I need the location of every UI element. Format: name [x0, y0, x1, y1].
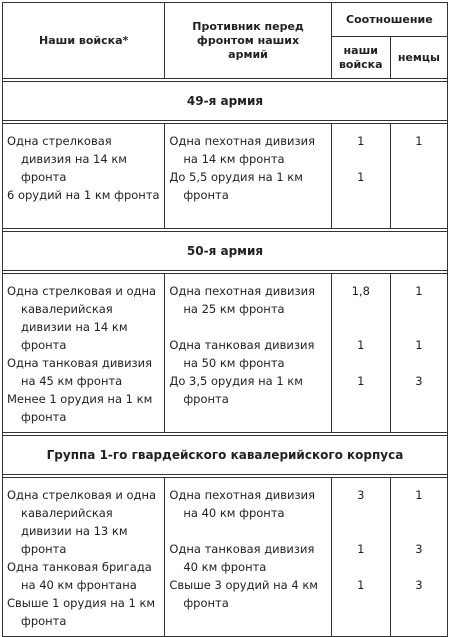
our-forces-entry: 6 орудий на 1 км фронта — [7, 188, 160, 202]
our-forces-entry: Одна стрелковая и одна кавалерийская дивизии на 14 км фронта — [7, 284, 157, 352]
ratio-ours-value: 3 — [357, 488, 365, 502]
our-forces-entry: Свыше 1 орудия на 1 км фронта — [7, 596, 156, 628]
enemy-entry: Свыше 3 орудий на 4 км фронта — [169, 578, 318, 610]
header-our-forces: Наши войска* — [3, 3, 165, 79]
enemy-entry: Одна пехотная дивизия на 14 км фронта — [169, 134, 316, 166]
ratio-ours-value: 1 — [357, 374, 365, 388]
enemy-entry: Одна пехотная дивизия на 25 км фронта — [169, 284, 316, 316]
our-forces-entry: Одна стрелковая и одна кавалерийская дивизии на 13 км фронта — [7, 488, 157, 556]
ratio-germans-value: 3 — [415, 542, 423, 556]
ratio-ours-value: 1 — [357, 170, 365, 184]
header-ratio-germans: немцы — [390, 37, 447, 79]
ratio-germans-value: 1 — [415, 284, 423, 298]
our-forces-entry: Одна стрелковая дивизия на 14 км фронта — [7, 134, 127, 184]
comparison-table — [2, 2, 448, 637]
ratio-germans-value: 1 — [415, 134, 423, 148]
ratio-ours-value: 1 — [357, 542, 365, 556]
ratio-ours-value: 1,8 — [351, 284, 370, 298]
document-page — [0, 2, 450, 628]
ratio-germans-value: 3 — [415, 578, 423, 592]
ratio-germans-value: 1 — [415, 338, 423, 352]
section-title: 50-я армия — [3, 232, 448, 271]
ratio-germans-value: 1 — [415, 488, 423, 502]
header-ratio-ours: наши войска — [331, 37, 390, 79]
section-title: 49-я армия — [3, 82, 448, 121]
ratio-ours-value: 1 — [357, 338, 365, 352]
section-title: Группа 1-го гвардейского кавалерийского корпуса — [3, 436, 448, 475]
header-enemy: Противник перед фронтом наших армий — [165, 3, 331, 79]
our-forces-entry: Одна танковая дивизия на 45 км фронта — [7, 356, 153, 388]
ratio-germans-value: 3 — [415, 374, 423, 388]
enemy-entry: Одна танковая дивизия на 50 км фронта — [169, 338, 315, 370]
header-ratio: Соотношение — [331, 3, 447, 37]
enemy-entry: Одна пехотная дивизия на 40 км фронта — [169, 488, 316, 520]
enemy-entry: До 3,5 орудия на 1 км фронта — [169, 374, 303, 406]
our-forces-entry: Одна танковая бригада на 40 км фронтана — [7, 560, 152, 592]
our-forces-entry: Менее 1 орудия на 1 км фронта — [7, 392, 153, 424]
enemy-entry: Одна танковая дивизия 40 км фронта — [169, 542, 315, 574]
ratio-ours-value: 1 — [357, 578, 365, 592]
enemy-entry: До 5,5 орудия на 1 км фронта — [169, 170, 303, 202]
ratio-ours-value: 1 — [357, 134, 365, 148]
